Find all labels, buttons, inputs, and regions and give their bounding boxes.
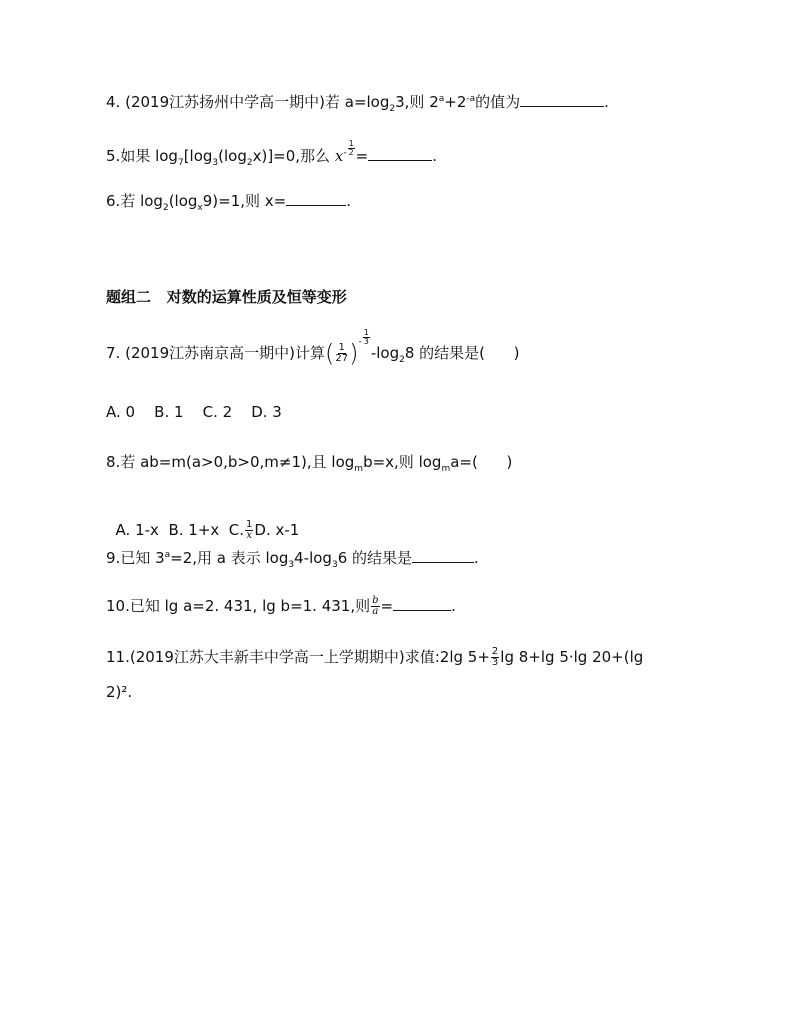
section-heading — [106, 287, 347, 307]
question-11-continuation: 2)². — [106, 683, 133, 701]
question-number: 7. — [106, 344, 121, 362]
question-number: 10. — [106, 597, 130, 615]
fraction: $\frac{1}{x}$ — [246, 519, 253, 541]
fraction: $\frac{2}{3}$ — [491, 646, 499, 668]
question-7-options: A. 0 B. 1 C. 2 D. 3 — [106, 403, 282, 421]
question-source: (2019江苏扬州中学高一期中) — [125, 93, 325, 111]
question-number: 11. — [106, 648, 130, 666]
answer-blank — [368, 146, 432, 161]
exponent-fraction: $\frac{1}{3}$ — [363, 328, 369, 346]
question-6: 6.若 $\log_2(\log_x9)=1$,则 x= . — [106, 192, 352, 213]
variable-x: x — [334, 147, 344, 165]
question-number: 5. — [106, 147, 121, 165]
answer-blank — [286, 191, 346, 206]
question-7: 7. (2019江苏南京高一期中)计算( $\frac{1}{27}$ )- $\frac{1}{3}$ $-\log_28$ 的结果是( ) — [106, 328, 520, 368]
section-title: 对数的运算性质及恒等变形 — [166, 288, 347, 306]
question-number: 8. — [106, 453, 121, 471]
exponent-fraction: $\frac{1}{2}$ — [348, 139, 354, 157]
answer-blank — [393, 596, 451, 611]
question-number: 6. — [106, 192, 121, 210]
fraction: $\frac{1}{27}$ — [335, 342, 349, 364]
question-8: 8.若 ab=m(a>0,b>0,m≠1),且 $\log_mb=x$,则 $\log_ma=$( ) — [106, 453, 513, 474]
question-number: 4. — [106, 93, 121, 111]
question-4: 4. (2019江苏扬州中学高一期中)若 $a=\log_23$,则 $2^a+2^{-a}$的值为 . — [106, 93, 609, 114]
question-8-options: A. 1-x B. 1+x C. $\frac{1}{x}$ D. x-1 — [115, 519, 300, 541]
question-9: 9.已知 $3^a=2$,用 a 表示 $\log_34-\log_36$ 的结果是 . — [106, 549, 479, 570]
section-label: 题组二 — [106, 288, 152, 306]
question-source: (2019江苏大丰新丰中学高一上学期期中) — [129, 648, 405, 666]
question-10: 10.已知 lg a=2. 431, lg b=1. 431,则 $\frac{b}{a}$ = . — [106, 595, 456, 617]
question-number: 9. — [106, 549, 121, 567]
question-source: (2019江苏南京高一期中) — [125, 344, 295, 362]
question-11: 11.(2019江苏大丰新丰中学高一上学期期中)求值:2lg 5+ $\frac{2}{3}$ lg 8+lg 5·lg 20+(lg — [106, 646, 644, 668]
question-5: 5.如果 $\log_7[\log_3(\log_2x)]=0$,那么 x- $\frac{1}{2}$ = . — [106, 139, 438, 168]
answer-blank — [520, 92, 604, 107]
answer-blank — [412, 548, 474, 563]
fraction: $\frac{b}{a}$ — [372, 595, 379, 617]
